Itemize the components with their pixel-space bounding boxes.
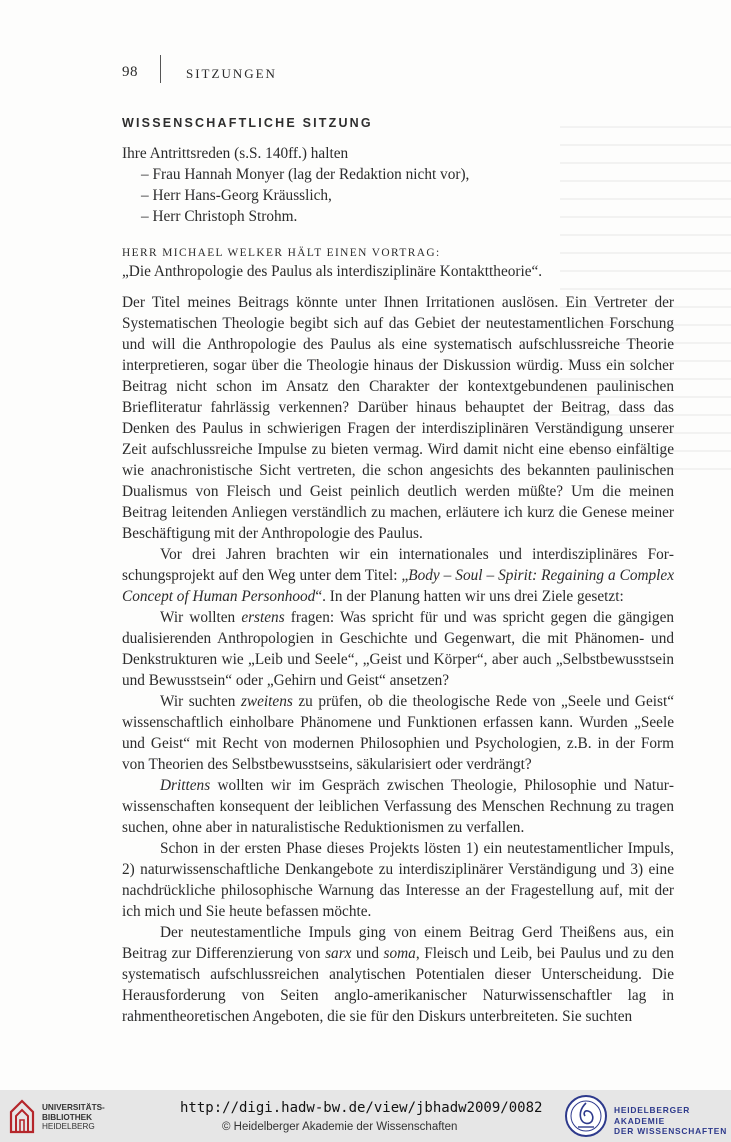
project-title: Body – Soul – Spirit: Regaining a Complex Concept of Human Personhood [122,567,674,605]
copyright-notice: © Heidelberger Akademie der Wissenschaften [222,1121,458,1133]
intro-list-item: – Herr Hans-Georg Kräusslich, [141,187,332,204]
emphasis: sarx [325,945,352,962]
paragraph: Vor drei Jahren brachten wir ein internationales und interdisziplinäres Forschungsprojekt auf den Weg unter dem Titel: „Body – Soul – Spirit: Regaining a Complex Concept of Human Personhood“. In der Planung hatten wir uns drei Ziele gesetzt: [122,546,674,605]
paragraph: Der neutestamentliche Impuls ging von einem Beitrag Gerd Theißens aus, ein Beitrag zur Differenzierung von sarx und soma, Fleisch und Leib, bei Paulus und zu den systematisch aufschlussreichen analytischen Potentialen dieser Unterscheidung. Die Herausforderung von Seiten anglo-amerikanischer Naturwissenschaftler lag in rahmentheoretischen Angeboten, die sie für den Diskurs unterbreiteten. Sie suchten [122,924,674,1025]
footer-bar [0,1090,731,1142]
paragraph: Wir suchten zweitens zu prüfen, ob die theologische Rede von „Seele und Geist“ wissenschaftlich einholbare Phänomene und Funktionen erfassen kann. Wurden „Seele und Geist“ mit Recht von modernen Philosophien und Psychologien, z.B. in der Form von Theorien des Selbstbewusstseins, säkularisiert oder verdrängt? [122,693,675,773]
intro-block [122,143,674,227]
body-text [122,292,674,1027]
university-library-logo-icon[interactable] [7,1098,37,1134]
emphasis: soma [383,945,416,962]
paragraph: Drittens wollten wir im Gespräch zwischen Theologie, Philosophie und Naturwissenschaften konsequent der leiblichen Verfassung des Menschen Rechnung zu tragen suchen, ohne aber in naturalistische Reduktionismen zu verfallen. [122,777,674,836]
academy-seal-icon[interactable] [564,1094,608,1138]
speaker-block [122,245,674,282]
speaker-label: HERR MICHAEL WELKER HÄLT EINEN VORTRAG: [122,247,441,259]
paragraph: Wir wollten erstens fragen: Was spricht für und was spricht gegen die gängigen dualisierenden Anthropologien in Geschichte und Gegenwart, die mit Phänomen- und Denkstrukturen wie „Leib und Seele“, „Geist und Körper“, aber auch „Selbstbewusstsein und Bewusstsein“ oder „Gehirn und Geist“ ansetzen? [122,609,675,689]
university-library-name: UNIVERSITÄTS- BIBLIOTHEK HEIDELBERG [42,1103,105,1131]
emphasis: Drittens [160,777,211,794]
intro-line: Ihre Antrittsreden (s.S. 140ff.) halten [122,145,349,162]
academy-name: HEIDELBERGER AKADEMIE DER WISSENSCHAFTEN [614,1105,728,1136]
emphasis: zweitens [240,693,293,710]
running-head-divider [160,55,161,83]
section-heading: WISSENSCHAFTLICHE SITZUNG [122,116,373,130]
lecture-title: „Die Anthropologie des Paulus als interdisziplinäre Kontakttheorie“. [122,263,543,280]
paragraph: Schon in der ersten Phase dieses Projekts lösten 1) ein neutestamentlicher Impuls, 2) naturwissenschaftliche Denkangebote zu interdisziplinärer Verständigung und 3) eine nachdrückliche philosophische Warnung das Interesse an der Fragestellung auf, mit der ich mich und Sie heute befassen möchte. [122,840,674,920]
running-head-title: SITZUNGEN [186,66,277,81]
page-number: 98 [122,64,138,80]
emphasis: erstens [241,609,285,626]
paragraph: Der Titel meines Beitrags könnte unter Ihnen Irritationen auslösen. Ein Vertreter der Systematischen Theologie begibt sich auf das Gebiet der neutestamentlichen Forschung und will die Anthropologie des Paulus als eine systematisch aufschlussreiche Theorie interpretieren, sogar über die Theologie hinaus der Diskussion würdig. Muss ein solcher Beitrag nicht schon im Ansatz den Charakter der kontextgebundenen paulinischen Briefliteratur fahrlässig verkennen? Darüber hinaus behauptet der Beitrag, dass das Denken des Paulus in schwierigen Fragen der interdisziplinären Verständigung unserer Zeit aufschlussreiche Impulse zu bieten vermag. Wird damit nicht eine ebenso einfältige wie anachronistische Sicht vertreten, die schon angesichts des bekannten paulinischen Dualismus von Fleisch und Geist peinlich deutlich werden müßte? Um die meinen Beitrag leitenden Anliegen verständlich zu machen, erläutere ich kurz die Genese meiner Beschäftigung mit der Anthropologie des Paulus. [122,294,674,542]
intro-list-item: – Frau Hannah Monyer (lag der Redaktion nicht vor), [141,166,470,183]
intro-list-item: – Herr Christoph Strohm. [141,208,298,225]
permalink-url[interactable]: http://digi.hadw-bw.de/view/jbhadw2009/0082 [180,1100,543,1116]
